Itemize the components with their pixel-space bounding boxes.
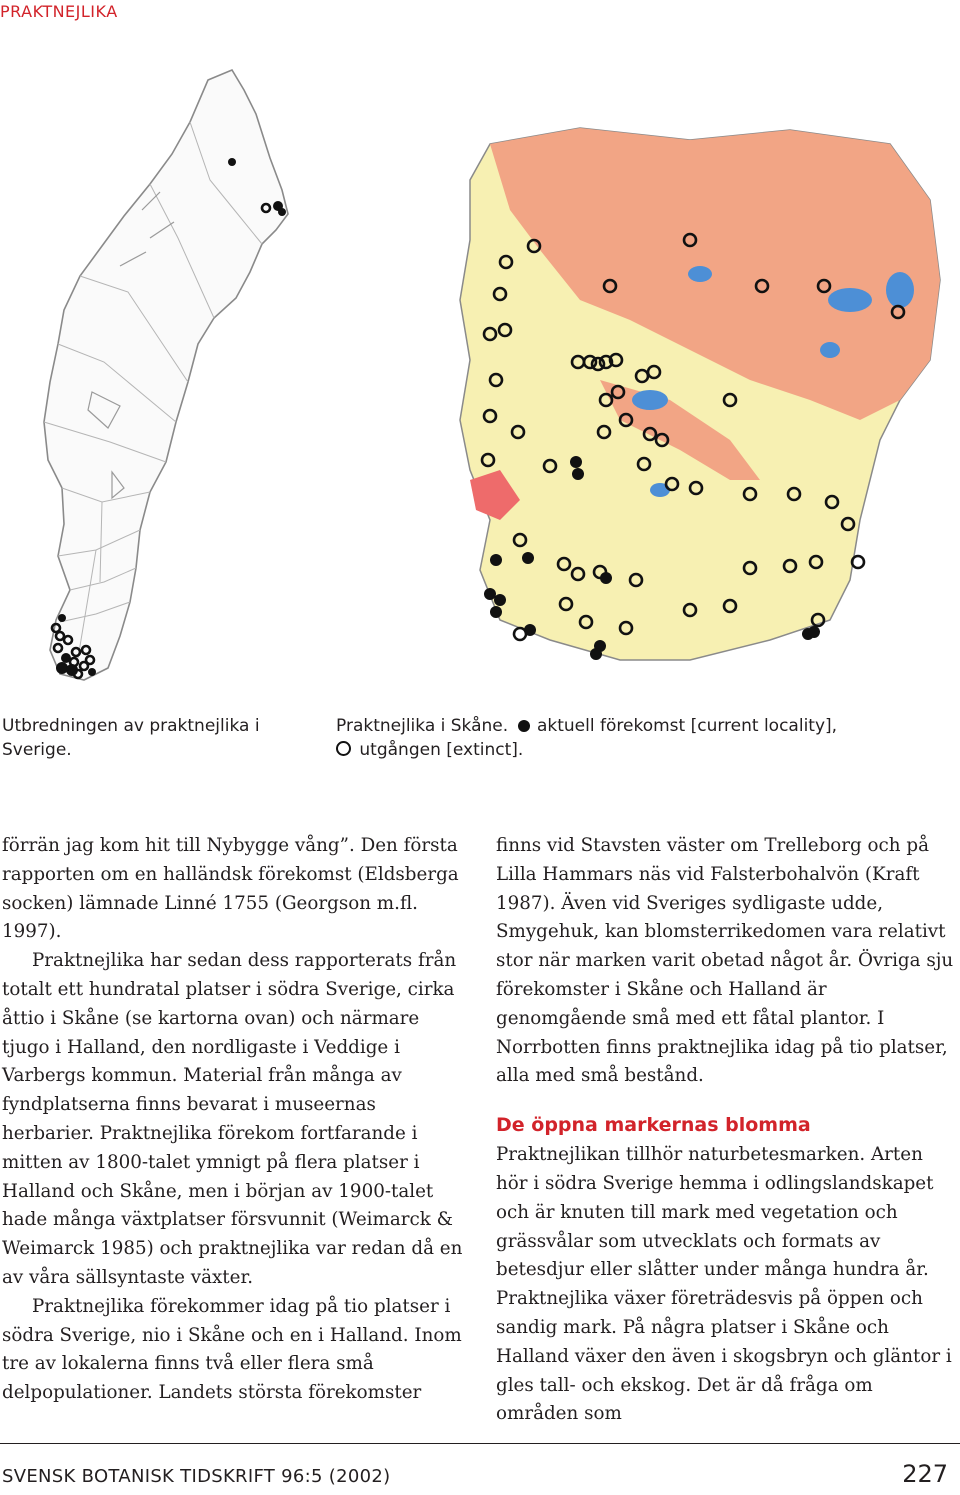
legend-extinct: utgången: [359, 740, 441, 760]
current-locality-marker: [228, 158, 236, 166]
current-locality-marker: [484, 588, 496, 600]
filled-dot-icon: [518, 720, 530, 732]
current-locality-marker: [490, 554, 502, 566]
current-locality-marker: [490, 606, 502, 618]
paragraph: Praktnejlikan tillhör naturbetesmarken. Arten hör i södra Sverige hemma i odlingslandskapet och är knuten till mark med vegetation och grässvålar som utvecklats och formats av betesdjur eller slåtter under många hundra år. Praktnejlika växer företrädesvis på öppen och sandig mark. På några platser i Skåne och Halland växer den även i skogsbryn och gläntor i gles tall- och ekskog. Det är då fråga om områden som: [496, 1144, 952, 1425]
current-locality-marker: [808, 626, 820, 638]
text-column-left: [2, 832, 464, 1408]
paragraph: Praktnejlika förekommer idag på tio platser i södra Sverige, nio i Skåne och en i Halland. Inom tre av lokalerna finns två eller flera små delpopulationer. Landets största förekomster: [2, 1295, 462, 1404]
paragraph: Praktnejlika har sedan dess rapporterats från totalt ett hundratal platser i södra Sverige, cirka åttio i Skåne (se kartorna ovan) och närmare tjugo i Halland, den nordligaste i Veddige i Varbergs kommun. Material från många av fyndplatserna finns bevarat i museernas herbarier. Praktnejlika förekom fortfarande i mitten av 1800-talet ymnigt på flera platser i Halland och Skåne, men i början av 1900-talet hade många växtplatser försvunnit (Weimarck & Weimarck 1985) och praktnejlika var redan då en av våra sällsyntaste växter.: [2, 950, 463, 1288]
footer-rule: [0, 1443, 960, 1444]
section-heading: De öppna markernas blomma: [496, 1114, 811, 1137]
extinct-locality-marker: [852, 556, 864, 568]
paragraph: finns vid Stavsten väster om Trelleborg och på Lilla Hammars näs vid Falsterbohalvön (Kraft 1987). Även vid Sveriges sydligaste udde, Smygehuk, kan blomsterrikedomen vara relativt stor när marken varit obetad något år. Övriga sju förekomster i Skåne och Halland är genomgående små med ett fåtal plantor. I Norrbotten finns praktnejlika idag på tio platser, alla med små bestånd.: [496, 835, 954, 1087]
skane-distribution-map: [430, 100, 960, 700]
journal-name: SVENSK BOTANISK TIDSKRIFT 96:5 (2002): [2, 1466, 391, 1487]
current-locality-marker: [522, 552, 534, 564]
running-header: PRAKTNEJLIKA: [0, 2, 118, 21]
page-number: 227: [902, 1460, 948, 1488]
current-locality-marker: [572, 468, 584, 480]
current-locality-marker: [590, 648, 602, 660]
current-locality-marker: [494, 594, 506, 606]
legend-current-en: [current locality],: [690, 716, 838, 736]
caption-title: Praktnejlika i Skåne.: [336, 716, 509, 736]
current-locality-marker: [600, 572, 612, 584]
current-locality-marker: [58, 614, 66, 622]
current-locality-marker: [56, 662, 68, 674]
open-circle-icon: [336, 741, 351, 756]
sweden-outline: [44, 70, 288, 680]
extinct-locality-marker: [514, 628, 526, 640]
current-locality-marker: [278, 208, 286, 216]
sweden-distribution-map: [0, 62, 320, 692]
caption-sweden: Utbredningen av praktnejlika i Sverige.: [2, 716, 260, 760]
current-locality-marker: [88, 668, 96, 676]
text-column-right: [496, 832, 960, 1429]
legend-extinct-en: [extinct].: [446, 740, 524, 760]
paragraph: förrän jag kom hit till Nybygge vång”. Den första rapporten om en halländsk förekomst (Eldsberga socken) lämnade Linné 1755 (Georgson m.fl. 1997).: [2, 835, 459, 943]
caption-skane: [336, 714, 956, 762]
legend-current: aktuell förekomst: [536, 716, 686, 736]
current-locality-marker: [570, 456, 582, 468]
